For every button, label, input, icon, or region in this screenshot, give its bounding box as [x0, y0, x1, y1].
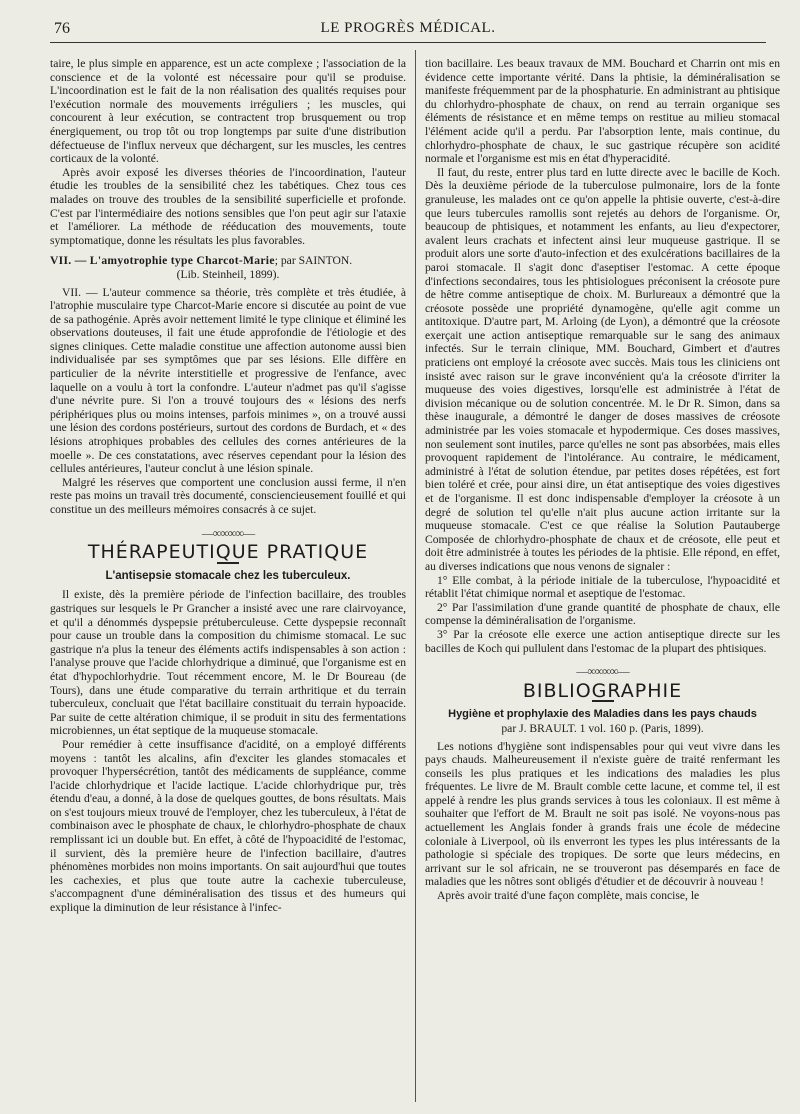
review-publisher: (Lib. Steinheil, 1899).	[176, 267, 280, 281]
page-header	[50, 18, 766, 43]
paragraph: Il existe, dès la première période de l'infection bacillaire, des troubles gastriques sur lesquels le Pr Grancher a insisté avec une rare clairvoyance, et qu'il a dénommés dyspepsie prétuberculeuse. Cette dyspepsie reconnaît pour cause un trouble dans la composition du chimisme stomacal. Le suc gastrique n'a plus la teneur des éléments actifs indispensables à son action : l'analyse prouve que l'acide chlorhydrique a diminué, que l'organisme est en état d'hypochlorhydrie. Tout récemment encore, M. le Dr Boureau (de Tours), dans une étude comparative du terrain arthritique et du terrain tuberculeux, concluait que l'état bacillaire constituait du terrain hypoacide. Par suite de cette altération chimique, il se produit in situ des fermentations microbiennes, un état septique de la muqueuse stomacale.	[50, 588, 406, 738]
review-heading	[50, 254, 406, 268]
section-ornament: —∞∞∞∞—	[576, 664, 629, 679]
book-title: Hygiène et prophylaxie des Maladies dans les pays chauds	[448, 708, 757, 721]
list-item: 2° Par l'assimilation d'une grande quantité de phosphate de chaux, elle compense la déminéralisation de l'organisme.	[425, 600, 780, 628]
paragraph: Les notions d'hygiène sont indispensables pour qui veut vivre dans les pays chauds. Malheureusement il n'existe guère de traité renfermant les conseils les plus pratiques et les indications des maladies les plus fréquentes. Le livre de M. Brault comble cette lacune, et comme tel, il est appelé à rendre les plus grands services à tous les coloniaux. Il est même à souhaiter que l'effort de M. Brault ne soit pas isolé. Ne voyons-nous pas actuellement les Anglais fonder à grands frais une école de médecine coloniale à Liverpool, où ils enverront les types les plus intéressants de la pathologie si spéciale des tropiques. De sorte que leurs médecins, en arrivant sur le sol africain, ne se trouveront pas désemparés en face de maladies que les nôtres sont obligés d'étudier et de découvrir à nouveau !	[425, 739, 780, 889]
article-title: L'antisepsie stomacale chez les tuberculeux.	[105, 569, 351, 582]
column-divider	[415, 50, 416, 1102]
section-title: THÉRAPEUTIQUE PRATIQUE	[87, 541, 369, 564]
paragraph: Pour remédier à cette insuffisance d'acidité, on a employé différents moyens : tantôt les alcalins, afin d'exciter les glandes stomacales et provoquer l'hypersécrétion, tantôt des médicaments de suppléance, comme l'acide chlorhydrique et l'acide lactique. L'acide chlorhydrique pur, très étendu d'eau, a donné, à la dose de quelques gouttes, de bons résultats. Mais on s'est toujours mieux trouvé de l'employer, chez les tuberculeux, à l'état de combinaison avec le phosphate de chaux, le chlorhydro-phosphate de chaux remplissant ici un double but. En effet, à côté de l'hypoacidité de l'estomac, il survient, dès la première heure de l'infection bacillaire, d'autres phénomènes morbides non moins importants. On sait aujourd'hui que toutes les cachexies, et plus que toute autre la cachexie tuberculeuse, s'accompagnent d'une déminéralisation des tissus et des humeurs qui explique la diminution de leur résistance à l'infec-	[50, 737, 406, 915]
list-item: 3° Par la créosote elle exerce une action antiseptique directe sur les bacilles de Koch qui pullulent dans l'estomac de la plupart des phtisiques.	[425, 627, 780, 655]
paragraph: Il faut, du reste, entrer plus tard en lutte directe avec le bacille de Koch. Dès la deuxième période de la tuberculose pulmonaire, lors de la fonte granuleuse, les malades ont ce qu'on appelle la phtisie ouverte, c'est-à-dire que leurs tubercules ramollis sont rejetés au dehors de l'organisme. Or, beaucoup de phtisiques, et notamment les enfants, au lieu d'expectorer, avalent leurs crachats et infectent ainsi leur muqueuse gastrique. Il se produit alors une sorte d'auto-infection et des exulcérations bacillaires de la paroi stomacale. Il s'agit donc d'aseptiser l'estomac. A cette époque d'infections secondaires, tous les phtisiologues préconisent la créosote pure de hêtre comme antiseptique de choix. M. Burlureaux a démontré que la créosote possède une propriété dynamogène, qu'elle agit comme un antitoxique. D'autre part, M. Arloing (de Lyon), a démontré que la créosote exerçait une action antiseptique remarquable sur le sang des animaux infectés. Sur le terrain clinique, MM. Bouchard, Gimbert et d'autres praticiens ont employé la créosote avec succès. Mais tous les cliniciens ont insisté avec raison sur le grave inconvénient qu'a la créosote d'irriter la muqueuse des voies digestives, lorsqu'elle est administrée à l'état de division mécanique ou de solution concentrée. M. le Dr R. Simon, dans sa thèse inaugurale, a démontré le danger de doses massives de créosote administrée par les voies stomacale et hypodermique. Ces doses massives, non seulement sont inutiles, parce qu'elles ne sont pas absorbées, mais elles provoquent rapidement de l'intolérance. Au contraire, le médicament, administré à l'état de solution étendue, par petites doses répétées, est fort bien toléré et crée, pour ainsi dire, un état antiseptique des voies digestives et de l'organisme. Il est donc indispensable d'employer la créosote à un degré de solution tel qu'elle n'ait plus aucune action irritante sur la muqueuse stomacale. C'est ce que réalise la Solution Pautauberge Composée de chlorhydro-phosphate de chaux et de créosote, elle peut et doit être administrée à toutes les périodes de la phtisie. Elle répond, en effet, au diverses indications que nous venons de signaler :	[425, 165, 780, 573]
right-column	[425, 57, 780, 1094]
paragraph: Après avoir exposé les diverses théories de l'incoordination, l'auteur étudie les troubles de la sensibilité chez les tabétiques. Chez tous ces malades on trouve des troubles de la sensibilité superficielle et profonde. C'est par l'intermédiaire des notions sensibles que l'on peut agir sur l'ataxie et l'améliorer. La méthode de rééducation des mouvements, toute symptomatique, donne les résultats les plus favorables.	[50, 165, 406, 247]
paragraph: VII. — L'auteur commence sa théorie, très complète et très étudiée, à l'atrophie musculaire type Charcot-Marie encore si discutée au point de vue de sa pathogénie. Après avoir nettement limité le type clinique et éliminé les observations douteuses, il fait une étude approfondie de l'étiologie et des signes cliniques. Cette maladie constitue une affection autonome aussi bien individualisée par ses symptômes que par ses lésions. Elle diffère en particulier de la névrite interstitielle et progressive de l'enfance, avec laquelle on a voulu à tort la confondre. L'auteur n'admet pas qu'il s'agisse d'une névrite pure. Si l'on a trouvé toujours des « lésions des nerfs périphériques plus ou moins intenses, parfois minimes », on a trouvé aussi une lésion des cordons postérieurs, surtout des cordons de Burdach, et « des lésions atrophiques probables des cellules des cornes antérieures de la moelle ». De ces constatations, avec réserves cependant pour la lésion des cellules antérieures, l'auteur conclut à une lésion spinale.	[50, 285, 406, 476]
section-ornament: —∞∞∞∞—	[201, 525, 255, 540]
paragraph: taire, le plus simple en apparence, est un acte complexe ; l'association de la conscience et de la volonté est nécessaire pour qu'il se produise. L'incoordination est le fait de la non réalisation des qualités requises pour l'exécution normale des mouvements irréguliers ; les muscles, qui concourent à leur exécution, se contractent trop brusquement ou trop énergiquement, ou trop tôt ou trop longtemps par suite d'une distribution défectueuse de l'influx nerveux que déchargent, sur les muscles, les centres corticaux de la volonté.	[50, 57, 406, 166]
paragraph: Après avoir traité d'une façon complète, mais concise, le	[437, 889, 700, 903]
review-title: VII. — L'amyotrophie type Charcot-Marie	[50, 254, 275, 268]
list-item: 1° Elle combat, à la période initiale de la tuberculose, l'hypoacidité et rétablit l'état chimique normal et aseptique de l'estomac.	[425, 573, 780, 601]
book-publisher: par J. BRAULT. 1 vol. 160 p. (Paris, 1899).	[501, 721, 704, 735]
section-title: BIBLIOGRAPHIE	[522, 679, 683, 702]
review-author: ; par SAINTON.	[274, 254, 353, 268]
journal-title: LE PROGRÈS MÉDICAL.	[320, 20, 496, 36]
page-number: 76	[54, 20, 70, 37]
paragraph: Malgré les réserves que comportent une conclusion aussi ferme, il n'en reste pas moins un travail très documenté, consciencieusement fouillé et qui constitue un des meilleurs mémoires consacrés à ce sujet.	[50, 475, 406, 516]
left-column	[50, 57, 406, 1094]
paragraph: tion bacillaire. Les beaux travaux de MM. Bouchard et Charrin ont mis en évidence cette importante vérité. Dans la phtisie, la déminéralisation se manifeste fréquemment par de la phosphaturie. En administrant au phtisique du chlorhydro-phosphate de chaux, on rend au terrain organique ses éléments de résistance et en même temps on restitue au milieu stomacal l'élément acide qu'il a perdu. Par l'absorption lente, mais continue, du chlorhydro-phosphate de chaux, le suc gastrique récupère son acidité normale et l'organisme est mis en état d'hyperacidité.	[425, 57, 780, 166]
